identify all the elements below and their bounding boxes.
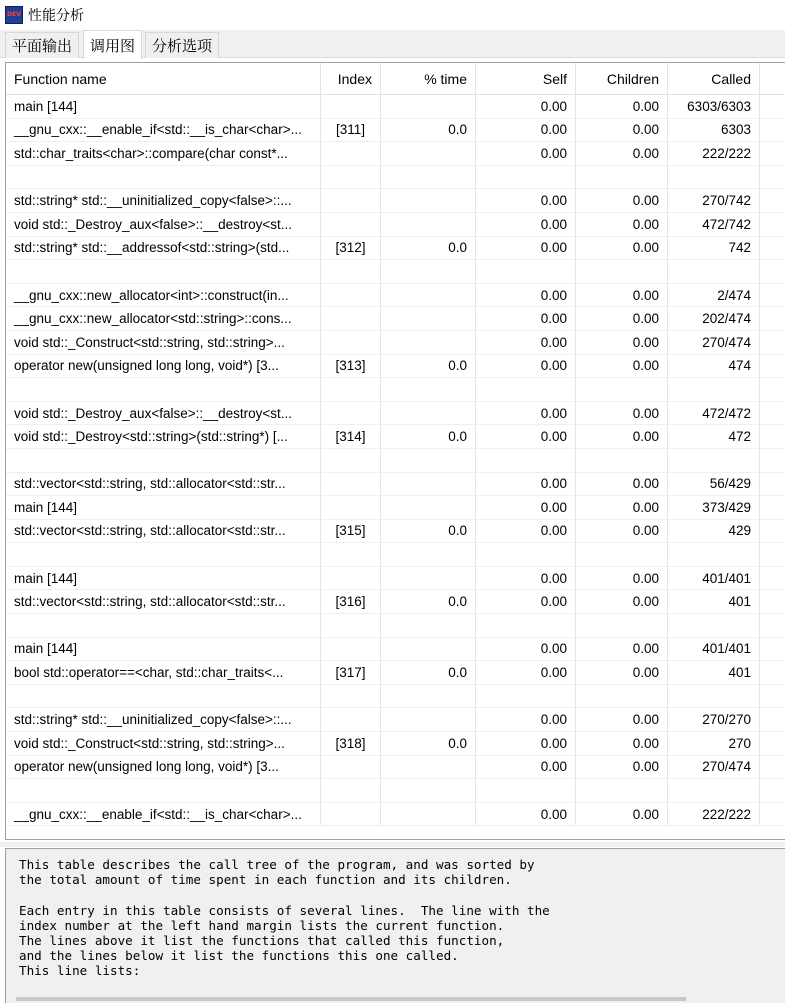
cell-filler: [760, 355, 785, 378]
cell-self: 0.00: [476, 402, 576, 425]
table-header: [6, 63, 785, 95]
cell-called: [668, 685, 760, 708]
cell-filler: [760, 331, 785, 354]
cell-pct-time: [381, 142, 476, 165]
cell-pct-time: [381, 260, 476, 283]
table-row[interactable]: [6, 213, 785, 237]
table-row[interactable]: [6, 189, 785, 213]
cell-function-name: operator new(unsigned long long, void*) [3...: [6, 756, 321, 779]
cell-index: [321, 331, 381, 354]
cell-pct-time: [381, 402, 476, 425]
table-row[interactable]: [6, 567, 785, 591]
cell-children: 0.00: [576, 567, 668, 590]
cell-children: 0.00: [576, 520, 668, 543]
cell-called: 373/429: [668, 496, 760, 519]
cell-children: 0.00: [576, 402, 668, 425]
table-row[interactable]: [6, 708, 785, 732]
cell-children: 0.00: [576, 142, 668, 165]
cell-self: [476, 260, 576, 283]
cell-self: [476, 378, 576, 401]
table-row-separator[interactable]: [6, 614, 785, 638]
cell-self: 0.00: [476, 237, 576, 260]
cell-called: 472: [668, 425, 760, 448]
cell-function-name: main [144]: [6, 95, 321, 118]
cell-self: [476, 779, 576, 802]
cell-children: 0.00: [576, 237, 668, 260]
cell-called: 6303/6303: [668, 95, 760, 118]
table-row[interactable]: [6, 331, 785, 355]
app-icon: [5, 6, 23, 24]
cell-function-name: main [144]: [6, 567, 321, 590]
cell-function-name: std::vector<std::string, std::allocator<std::str...: [6, 590, 321, 613]
cell-index: [311]: [321, 119, 381, 142]
cell-index: [321, 378, 381, 401]
cell-called: [668, 166, 760, 189]
cell-self: [476, 543, 576, 566]
cell-index: [321, 496, 381, 519]
table-row[interactable]: [6, 355, 785, 379]
cell-filler: [760, 237, 785, 260]
cell-index: [316]: [321, 590, 381, 613]
cell-children: 0.00: [576, 473, 668, 496]
cell-called: 401/401: [668, 638, 760, 661]
cell-called: 474: [668, 355, 760, 378]
cell-filler: [760, 496, 785, 519]
cell-children: 0.00: [576, 496, 668, 519]
cell-self: 0.00: [476, 520, 576, 543]
cell-index: [321, 402, 381, 425]
cell-function-name: [6, 449, 321, 472]
cell-called: 222/222: [668, 803, 760, 826]
horizontal-scrollbar[interactable]: [6, 995, 785, 1003]
cell-function-name: __gnu_cxx::new_allocator<int>::construct(in...: [6, 284, 321, 307]
cell-index: [321, 189, 381, 212]
cell-called: [668, 378, 760, 401]
table-row-separator[interactable]: [6, 685, 785, 709]
cell-filler: [760, 189, 785, 212]
tab-label: 平面输出: [12, 37, 73, 55]
cell-self: [476, 449, 576, 472]
cell-pct-time: [381, 685, 476, 708]
cell-filler: [760, 567, 785, 590]
cell-self: 0.00: [476, 638, 576, 661]
cell-pct-time: [381, 496, 476, 519]
cell-function-name: void std::_Construct<std::string, std::string>...: [6, 732, 321, 755]
cell-filler: [760, 142, 785, 165]
cell-function-name: [6, 260, 321, 283]
table-row[interactable]: [6, 284, 785, 308]
cell-children: 0.00: [576, 756, 668, 779]
description-line: The lines above it list the functions that called this function,: [19, 933, 505, 948]
cell-children: 0.00: [576, 590, 668, 613]
table-row[interactable]: [6, 119, 785, 143]
cell-index: [321, 95, 381, 118]
cell-index: [321, 685, 381, 708]
cell-pct-time: [381, 307, 476, 330]
cell-self: 0.00: [476, 756, 576, 779]
cell-filler: [760, 756, 785, 779]
cell-function-name: main [144]: [6, 496, 321, 519]
tab-bar: [0, 30, 785, 58]
table-body: [6, 95, 785, 826]
cell-filler: [760, 685, 785, 708]
cell-children: 0.00: [576, 119, 668, 142]
cell-pct-time: [381, 378, 476, 401]
cell-self: 0.00: [476, 708, 576, 731]
table-row[interactable]: [6, 496, 785, 520]
cell-index: [321, 638, 381, 661]
cell-pct-time: 0.0: [381, 237, 476, 260]
cell-filler: [760, 708, 785, 731]
cell-children: [576, 685, 668, 708]
table-row[interactable]: [6, 425, 785, 449]
cell-self: 0.00: [476, 189, 576, 212]
cell-children: 0.00: [576, 95, 668, 118]
cell-pct-time: 0.0: [381, 119, 476, 142]
cell-pct-time: 0.0: [381, 520, 476, 543]
cell-self: 0.00: [476, 425, 576, 448]
description-panel: [5, 848, 785, 1003]
table-row[interactable]: [6, 520, 785, 544]
cell-pct-time: [381, 213, 476, 236]
description-text: [19, 857, 785, 979]
cell-filler: [760, 307, 785, 330]
cell-self: 0.00: [476, 213, 576, 236]
cell-function-name: [6, 614, 321, 637]
description-line: Each entry in this table consists of several lines. The line with the: [19, 902, 550, 918]
cell-called: 401/401: [668, 567, 760, 590]
cell-filler: [760, 520, 785, 543]
cell-children: 0.00: [576, 284, 668, 307]
cell-self: 0.00: [476, 473, 576, 496]
table-row-separator[interactable]: [6, 378, 785, 402]
cell-children: [576, 779, 668, 802]
cell-function-name: __gnu_cxx::__enable_if<std::__is_char<char>...: [6, 803, 321, 826]
table-row[interactable]: [6, 638, 785, 662]
cell-filler: [760, 638, 785, 661]
cell-filler: [760, 425, 785, 448]
cell-filler: [760, 95, 785, 118]
cell-filler: [760, 779, 785, 802]
title-bar: [0, 0, 785, 30]
cell-index: [321, 473, 381, 496]
cell-called: 472/472: [668, 402, 760, 425]
cell-self: [476, 685, 576, 708]
cell-called: 270/474: [668, 331, 760, 354]
cell-filler: [760, 260, 785, 283]
cell-pct-time: 0.0: [381, 425, 476, 448]
cell-pct-time: [381, 473, 476, 496]
tab-label: 调用图: [90, 36, 136, 55]
table-row-separator[interactable]: [6, 260, 785, 284]
cell-pct-time: 0.0: [381, 355, 476, 378]
cell-children: 0.00: [576, 638, 668, 661]
app-icon-text: DEV: [7, 11, 21, 18]
cell-self: 0.00: [476, 284, 576, 307]
table-row-separator[interactable]: [6, 779, 785, 803]
table-row-separator[interactable]: [6, 543, 785, 567]
cell-pct-time: [381, 331, 476, 354]
description-line: [19, 887, 785, 902]
cell-children: 0.00: [576, 189, 668, 212]
cell-called: [668, 449, 760, 472]
cell-self: 0.00: [476, 142, 576, 165]
cell-self: 0.00: [476, 355, 576, 378]
cell-filler: [760, 614, 785, 637]
cell-function-name: [6, 779, 321, 802]
cell-called: 222/222: [668, 142, 760, 165]
cell-self: 0.00: [476, 331, 576, 354]
cell-called: 270: [668, 732, 760, 755]
description-line: index number at the left hand margin lists the current function.: [19, 917, 505, 933]
cell-called: 6303: [668, 119, 760, 142]
cell-pct-time: [381, 95, 476, 118]
cell-children: [576, 449, 668, 472]
cell-function-name: [6, 166, 321, 189]
cell-filler: [760, 378, 785, 401]
cell-index: [321, 284, 381, 307]
cell-pct-time: [381, 543, 476, 566]
cell-children: 0.00: [576, 307, 668, 330]
cell-children: 0.00: [576, 803, 668, 826]
cell-self: 0.00: [476, 119, 576, 142]
table-row-separator[interactable]: [6, 166, 785, 190]
cell-called: 472/742: [668, 213, 760, 236]
cell-called: [668, 614, 760, 637]
call-graph-table[interactable]: [5, 62, 785, 840]
tab-flat-output[interactable]: [5, 32, 79, 58]
cell-children: [576, 166, 668, 189]
table-row[interactable]: [6, 803, 785, 827]
cell-index: [321, 543, 381, 566]
cell-self: 0.00: [476, 803, 576, 826]
cell-function-name: [6, 685, 321, 708]
cell-function-name: [6, 378, 321, 401]
cell-index: [321, 260, 381, 283]
cell-self: 0.00: [476, 307, 576, 330]
cell-pct-time: 0.0: [381, 661, 476, 684]
cell-index: [314]: [321, 425, 381, 448]
cell-function-name: std::string* std::__uninitialized_copy<false>::...: [6, 189, 321, 212]
cell-function-name: std::vector<std::string, std::allocator<std::str...: [6, 520, 321, 543]
table-row[interactable]: [6, 661, 785, 685]
cell-children: 0.00: [576, 708, 668, 731]
cell-function-name: std::vector<std::string, std::allocator<std::str...: [6, 473, 321, 496]
cell-index: [321, 449, 381, 472]
cell-index: [321, 708, 381, 731]
cell-index: [312]: [321, 237, 381, 260]
cell-pct-time: [381, 803, 476, 826]
cell-index: [315]: [321, 520, 381, 543]
cell-function-name: void std::_Destroy_aux<false>::__destroy<st...: [6, 402, 321, 425]
cell-called: 742: [668, 237, 760, 260]
table-row[interactable]: [6, 756, 785, 780]
cell-called: 202/474: [668, 307, 760, 330]
table-row[interactable]: [6, 590, 785, 614]
column-header-index[interactable]: Index: [321, 63, 381, 95]
table-row[interactable]: [6, 732, 785, 756]
cell-index: [321, 803, 381, 826]
description-line: This table describes the call tree of the program, and was sorted by: [19, 857, 535, 872]
cell-index: [321, 166, 381, 189]
cell-called: 270/742: [668, 189, 760, 212]
cell-index: [317]: [321, 661, 381, 684]
cell-children: [576, 614, 668, 637]
cell-called: [668, 260, 760, 283]
cell-filler: [760, 661, 785, 684]
cell-function-name: void std::_Destroy_aux<false>::__destroy<st...: [6, 213, 321, 236]
cell-filler: [760, 213, 785, 236]
cell-function-name: bool std::operator==<char, std::char_traits<...: [6, 661, 321, 684]
cell-filler: [760, 732, 785, 755]
cell-index: [313]: [321, 355, 381, 378]
cell-children: [576, 260, 668, 283]
cell-pct-time: [381, 189, 476, 212]
cell-filler: [760, 166, 785, 189]
tab-label: 分析选项: [152, 37, 213, 55]
cell-children: 0.00: [576, 355, 668, 378]
cell-filler: [760, 119, 785, 142]
column-header-filler: [760, 63, 785, 95]
cell-index: [321, 213, 381, 236]
cell-children: 0.00: [576, 213, 668, 236]
cell-filler: [760, 284, 785, 307]
column-header-pct-time[interactable]: % time: [381, 63, 476, 95]
cell-self: 0.00: [476, 732, 576, 755]
cell-children: 0.00: [576, 331, 668, 354]
description-line: This line lists:: [19, 963, 141, 979]
cell-self: 0.00: [476, 590, 576, 613]
cell-pct-time: [381, 166, 476, 189]
cell-index: [321, 142, 381, 165]
cell-function-name: std::char_traits<char>::compare(char const*...: [6, 142, 321, 165]
cell-self: 0.00: [476, 567, 576, 590]
column-header-function-name[interactable]: Function name: [6, 63, 321, 95]
cell-pct-time: [381, 284, 476, 307]
cell-index: [321, 567, 381, 590]
splitter[interactable]: [0, 842, 785, 847]
cell-pct-time: [381, 779, 476, 802]
cell-function-name: __gnu_cxx::__enable_if<std::__is_char<char>...: [6, 119, 321, 142]
cell-self: 0.00: [476, 95, 576, 118]
column-header-children[interactable]: Children: [576, 63, 668, 95]
cell-called: 401: [668, 661, 760, 684]
cell-children: [576, 543, 668, 566]
cell-function-name: void std::_Construct<std::string, std::string>...: [6, 331, 321, 354]
cell-pct-time: 0.0: [381, 590, 476, 613]
cell-filler: [760, 590, 785, 613]
table-row[interactable]: [6, 237, 785, 261]
cell-filler: [760, 449, 785, 472]
cell-called: [668, 543, 760, 566]
table-row[interactable]: [6, 473, 785, 497]
cell-called: 429: [668, 520, 760, 543]
cell-index: [321, 779, 381, 802]
cell-pct-time: [381, 708, 476, 731]
cell-pct-time: [381, 614, 476, 637]
cell-function-name: std::string* std::__uninitialized_copy<false>::...: [6, 708, 321, 731]
cell-filler: [760, 402, 785, 425]
cell-index: [321, 307, 381, 330]
cell-self: 0.00: [476, 496, 576, 519]
cell-index: [318]: [321, 732, 381, 755]
cell-children: 0.00: [576, 425, 668, 448]
cell-called: 56/429: [668, 473, 760, 496]
table-row[interactable]: [6, 142, 785, 166]
table-row[interactable]: [6, 402, 785, 426]
tab-analysis-options[interactable]: [145, 32, 219, 58]
cell-index: [321, 756, 381, 779]
window-title: 性能分析: [28, 8, 84, 24]
cell-filler: [760, 803, 785, 826]
cell-pct-time: [381, 756, 476, 779]
cell-function-name: void std::_Destroy<std::string>(std::string*) [...: [6, 425, 321, 448]
cell-called: 270/270: [668, 708, 760, 731]
cell-pct-time: [381, 638, 476, 661]
cell-self: [476, 614, 576, 637]
cell-filler: [760, 473, 785, 496]
cell-called: [668, 779, 760, 802]
scrollbar-thumb[interactable]: [16, 997, 686, 1001]
cell-children: 0.00: [576, 661, 668, 684]
cell-pct-time: [381, 449, 476, 472]
cell-self: [476, 166, 576, 189]
cell-function-name: main [144]: [6, 638, 321, 661]
cell-function-name: [6, 543, 321, 566]
cell-pct-time: [381, 567, 476, 590]
cell-index: [321, 614, 381, 637]
cell-called: 401: [668, 590, 760, 613]
cell-function-name: std::string* std::__addressof<std::string>(std...: [6, 237, 321, 260]
cell-self: 0.00: [476, 661, 576, 684]
column-header-self[interactable]: Self: [476, 63, 576, 95]
table-row[interactable]: [6, 307, 785, 331]
column-header-called[interactable]: Called: [668, 63, 760, 95]
cell-filler: [760, 543, 785, 566]
description-line: and the lines below it list the functions this one called.: [19, 948, 459, 964]
cell-called: 2/474: [668, 284, 760, 307]
table-row-separator[interactable]: [6, 449, 785, 473]
cell-called: 270/474: [668, 756, 760, 779]
description-line: the total amount of time spent in each function and its children.: [19, 872, 512, 888]
table-row[interactable]: [6, 95, 785, 119]
cell-children: [576, 378, 668, 401]
cell-children: 0.00: [576, 732, 668, 755]
cell-function-name: __gnu_cxx::new_allocator<std::string>::cons...: [6, 307, 321, 330]
tab-call-graph[interactable]: [83, 30, 142, 59]
cell-function-name: operator new(unsigned long long, void*) [3...: [6, 355, 321, 378]
cell-pct-time: 0.0: [381, 732, 476, 755]
